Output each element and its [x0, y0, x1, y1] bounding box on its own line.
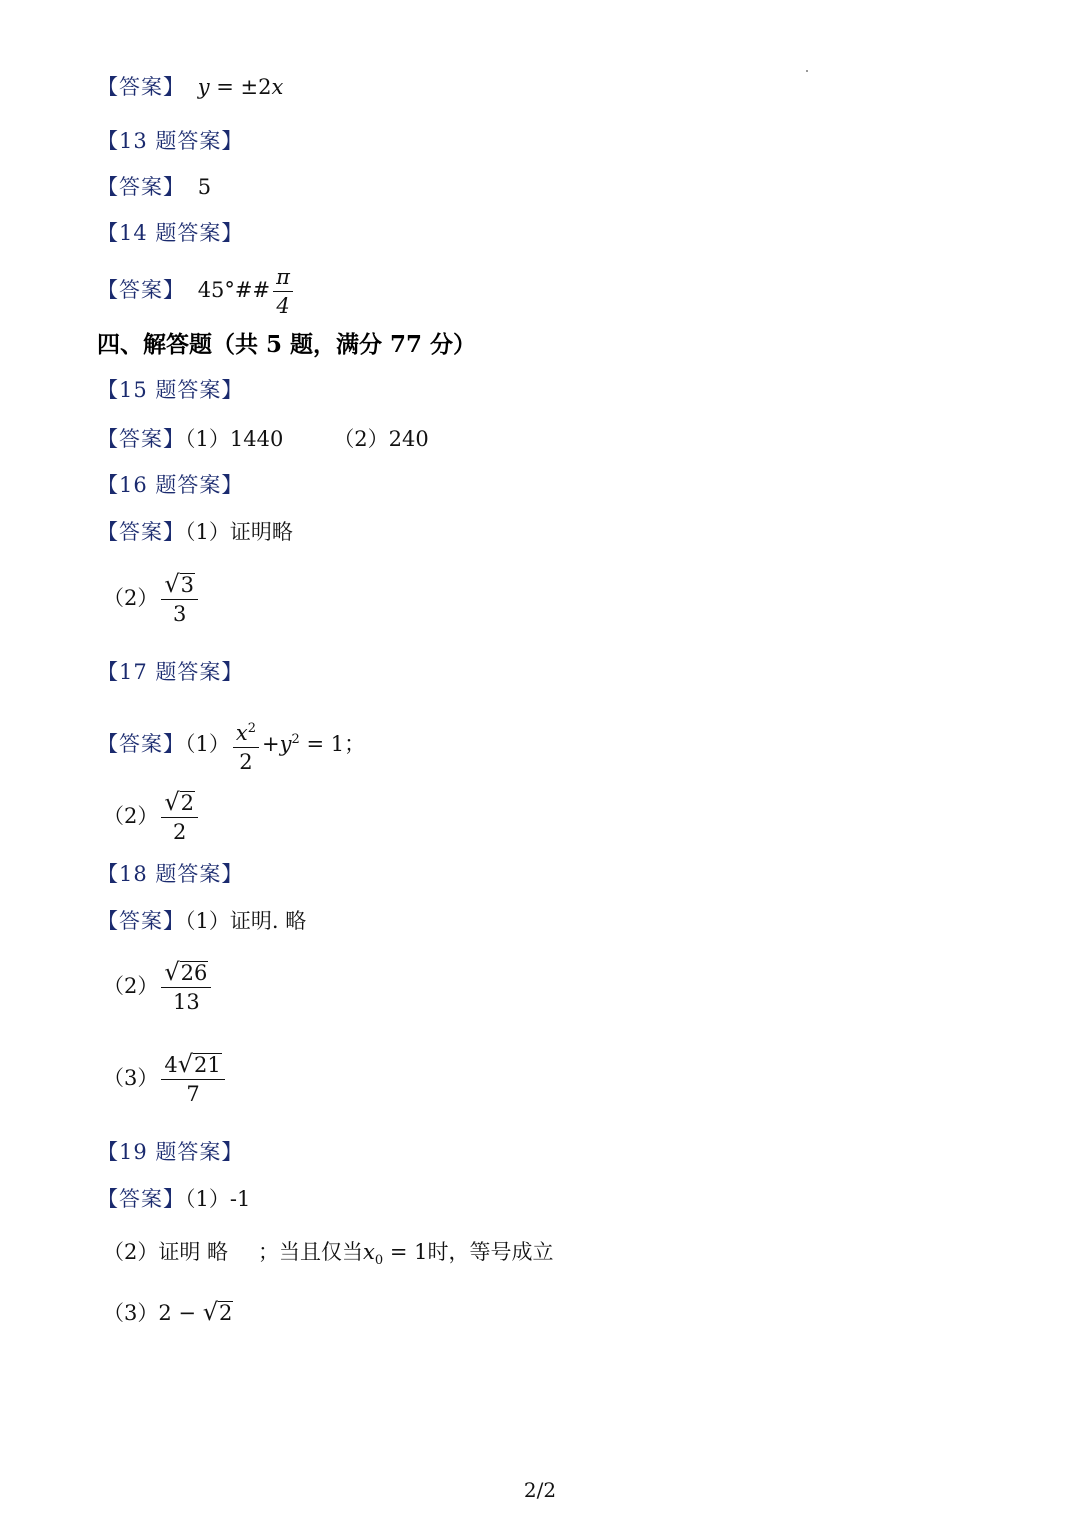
answer-18-line — [97, 907, 306, 935]
question-13-heading: 【13 题答案】 — [97, 129, 244, 153]
answer-tag: 【答案】 — [97, 278, 185, 302]
answer-tag: 【答案】 — [97, 175, 185, 199]
radicand: 2 — [218, 1301, 233, 1325]
sqrt-symbol: √ 2 — [164, 788, 195, 816]
answer-15-part2: （2）240 — [333, 427, 429, 451]
sqrt-symbol: √ 3 — [164, 570, 195, 598]
answer-19-line — [97, 1185, 250, 1213]
sqrt-symbol: √ 2 — [202, 1298, 233, 1326]
part-label: （3） — [103, 1066, 159, 1090]
part-label: （2） — [103, 974, 159, 998]
answer-14-line — [97, 264, 296, 319]
answer-17-part2 — [103, 790, 201, 845]
page-number: 2/2 — [523, 1478, 557, 1502]
answer-15-line — [97, 425, 429, 453]
answer-18-part1: （1）证明. 略 — [185, 909, 307, 933]
answer-tag: 【答案】 — [97, 909, 185, 933]
answer-tag: 【答案】 — [97, 520, 185, 544]
question-19-heading: 【19 题答案】 — [97, 1140, 244, 1164]
answer-tag: 【答案】 — [97, 732, 185, 756]
answer-16-line — [97, 518, 293, 546]
section-title: 四、解答题（共 5 题，满分 77 分） — [97, 331, 477, 358]
answer-16-part1: （1）证明略 — [185, 520, 293, 544]
answer-17-fraction-2 — [161, 790, 198, 845]
part-label: （2） — [103, 586, 159, 610]
part-label: （1） — [185, 732, 230, 756]
fraction-denominator: 3 — [173, 602, 187, 626]
answer-18-fraction-3: 4 √ 21 7 — [161, 1052, 224, 1107]
question-18-heading: 【18 题答案】 — [97, 862, 244, 886]
answer-12-line — [97, 73, 283, 101]
answer-18-part3 — [103, 1052, 228, 1107]
part-label: （2）证明 略 — [103, 1240, 229, 1264]
fraction-denominator: 7 — [186, 1082, 200, 1106]
question-16-heading: 【16 题答案】 — [97, 473, 244, 497]
scan-speck — [806, 70, 808, 72]
radicand: 2 — [180, 791, 195, 815]
answer-16-fraction — [161, 572, 198, 627]
answer-12-mid: = ±2 — [209, 75, 272, 99]
answer-18-fraction-2 — [161, 960, 211, 1015]
answer-12-lhs: y — [197, 75, 210, 99]
question-17-heading: 【17 题答案】 — [97, 660, 244, 684]
radicand: 26 — [180, 961, 208, 985]
question-15-heading: 【15 题答案】 — [97, 378, 244, 402]
answer-tag: 【答案】 — [97, 75, 185, 99]
answer-12-var: x — [271, 75, 284, 99]
answer-tag: 【答案】 — [97, 427, 185, 451]
part-label: （2） — [103, 804, 159, 828]
fraction-denominator: 4 — [276, 294, 290, 318]
question-14-heading: 【14 题答案】 — [97, 221, 244, 245]
radicand: 3 — [180, 573, 195, 597]
answer-15-part1: （1）1440 — [185, 427, 284, 451]
sqrt-symbol: √ 26 — [164, 958, 208, 986]
fraction-denominator: 13 — [173, 990, 200, 1014]
answer-19-part2: （2）证明 略 ；当且仅当$x_0 = 1$时，等号成立 — [103, 1240, 554, 1269]
answer-13-line — [97, 173, 211, 201]
answer-tag: 【答案】 — [97, 1187, 185, 1211]
answer-14-fraction — [273, 264, 293, 319]
fraction-numerator: π — [273, 264, 293, 292]
fraction-denominator: 2 — [173, 820, 187, 844]
part-label: （3） — [103, 1301, 159, 1325]
answer-13-value: 5 — [197, 175, 212, 199]
answer-17-line: 【答案】（1） $\frac{x^2}{2}$ $+y^2 = 1$； — [97, 716, 365, 775]
answer-19-part1: （1）-1 — [185, 1187, 251, 1211]
answer-14-prefix: 45°## — [197, 278, 271, 302]
radicand: 21 — [194, 1053, 221, 1077]
answer-16-part2 — [103, 572, 201, 627]
answer-19-part3: （3）2 − √ 2 — [103, 1298, 233, 1326]
answer-17-fraction: $\frac{x^2}{2}$ — [233, 716, 259, 775]
sqrt-symbol: √ 21 — [177, 1050, 221, 1078]
answer-18-part2 — [103, 960, 214, 1015]
